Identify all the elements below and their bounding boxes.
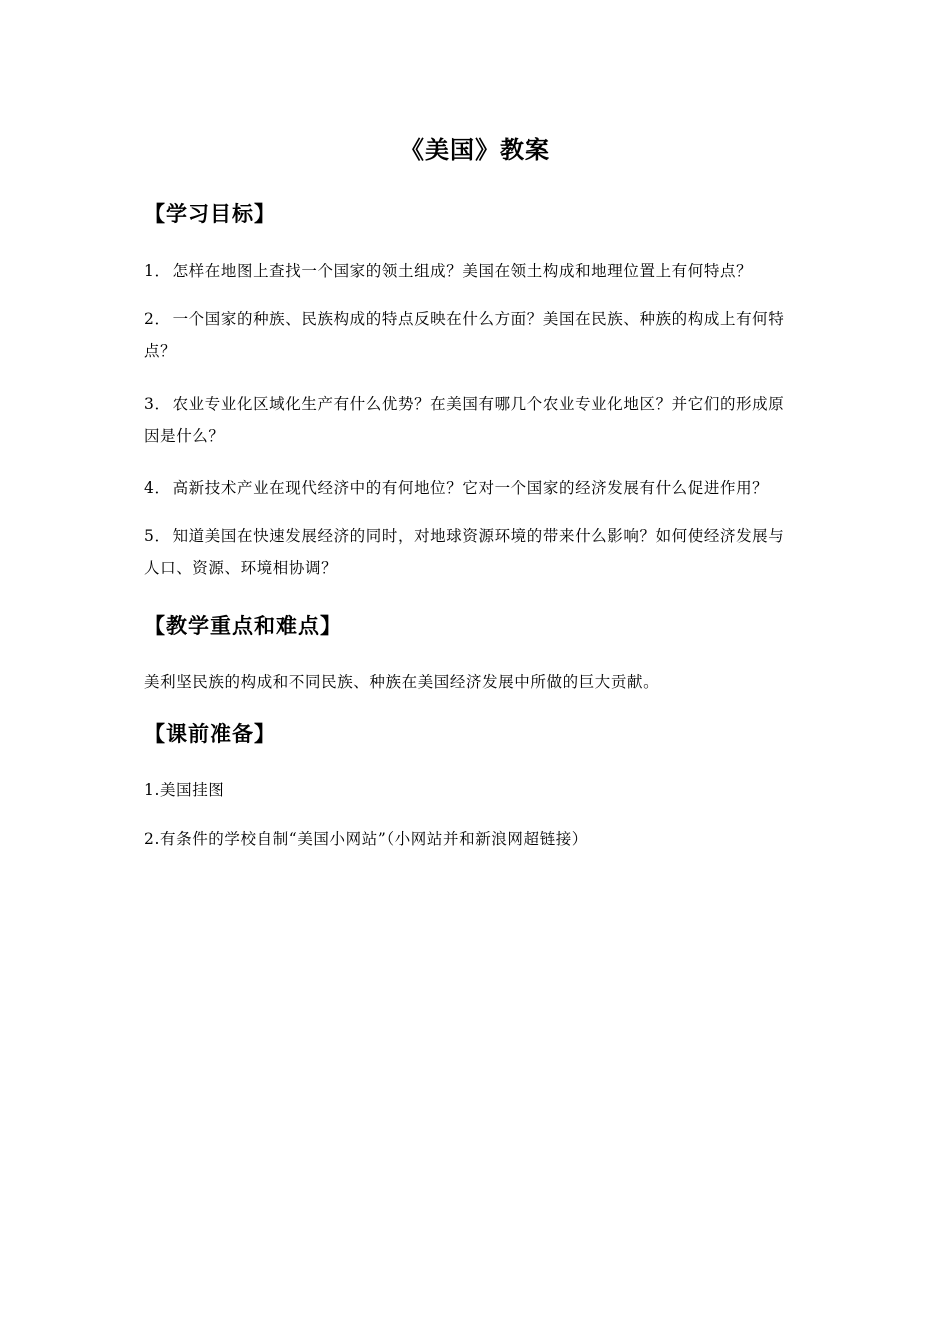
- section-heading-preparation: 【课前准备】: [144, 722, 276, 746]
- goal-item-number: 5．: [144, 527, 171, 545]
- goal-item-3: [144, 388, 814, 452]
- goal-item-text-line1: 知道美国在快速发展经济的同时，对地球资源环境的带来什么影响？如何使经济发展与: [172, 527, 785, 545]
- preparation-item-1: 1.美国挂图: [144, 781, 225, 799]
- goal-item-text: 高新技术产业在现代经济中的有何地位？它对一个国家的经济发展有什么促进作用？: [172, 479, 769, 497]
- goal-item-1: [144, 255, 814, 287]
- goal-item-number: 3．: [144, 395, 171, 413]
- goal-item-text-line1: 一个国家的种族、民族构成的特点反映在什么方面？美国在民族、种族的构成上有何特: [172, 310, 785, 328]
- goal-item-text-line2: 因是什么？: [144, 427, 225, 445]
- section-heading-goals: 【学习目标】: [144, 202, 276, 226]
- document-title: 《美国》教案: [400, 136, 550, 164]
- goal-item-text-line2: 人口、资源、环境相协调？: [144, 559, 338, 577]
- goal-item-number: 2．: [144, 310, 171, 328]
- key-points-text: 美利坚民族的构成和不同民族、种族在美国经济发展中所做的巨大贡献。: [144, 673, 660, 691]
- goal-item-text-line2: 点？: [144, 342, 177, 360]
- goal-item-text: 怎样在地图上查找一个国家的领土组成？美国在领土构成和地理位置上有何特点？: [172, 262, 753, 280]
- goal-item-text-line1: 农业专业化区域化生产有什么优势？在美国有哪几个农业专业化地区？并它们的形成原: [172, 395, 785, 413]
- goal-item-5: [144, 520, 814, 584]
- goal-item-4: [144, 472, 814, 504]
- section-heading-key-points: 【教学重点和难点】: [144, 614, 342, 638]
- goal-item-number: 1．: [144, 262, 171, 280]
- goal-item-number: 4．: [144, 479, 171, 497]
- goal-item-2: [144, 303, 814, 367]
- preparation-item-2: 2.有条件的学校自制“美国小网站”（小网站并和新浪网超链接）: [144, 830, 588, 848]
